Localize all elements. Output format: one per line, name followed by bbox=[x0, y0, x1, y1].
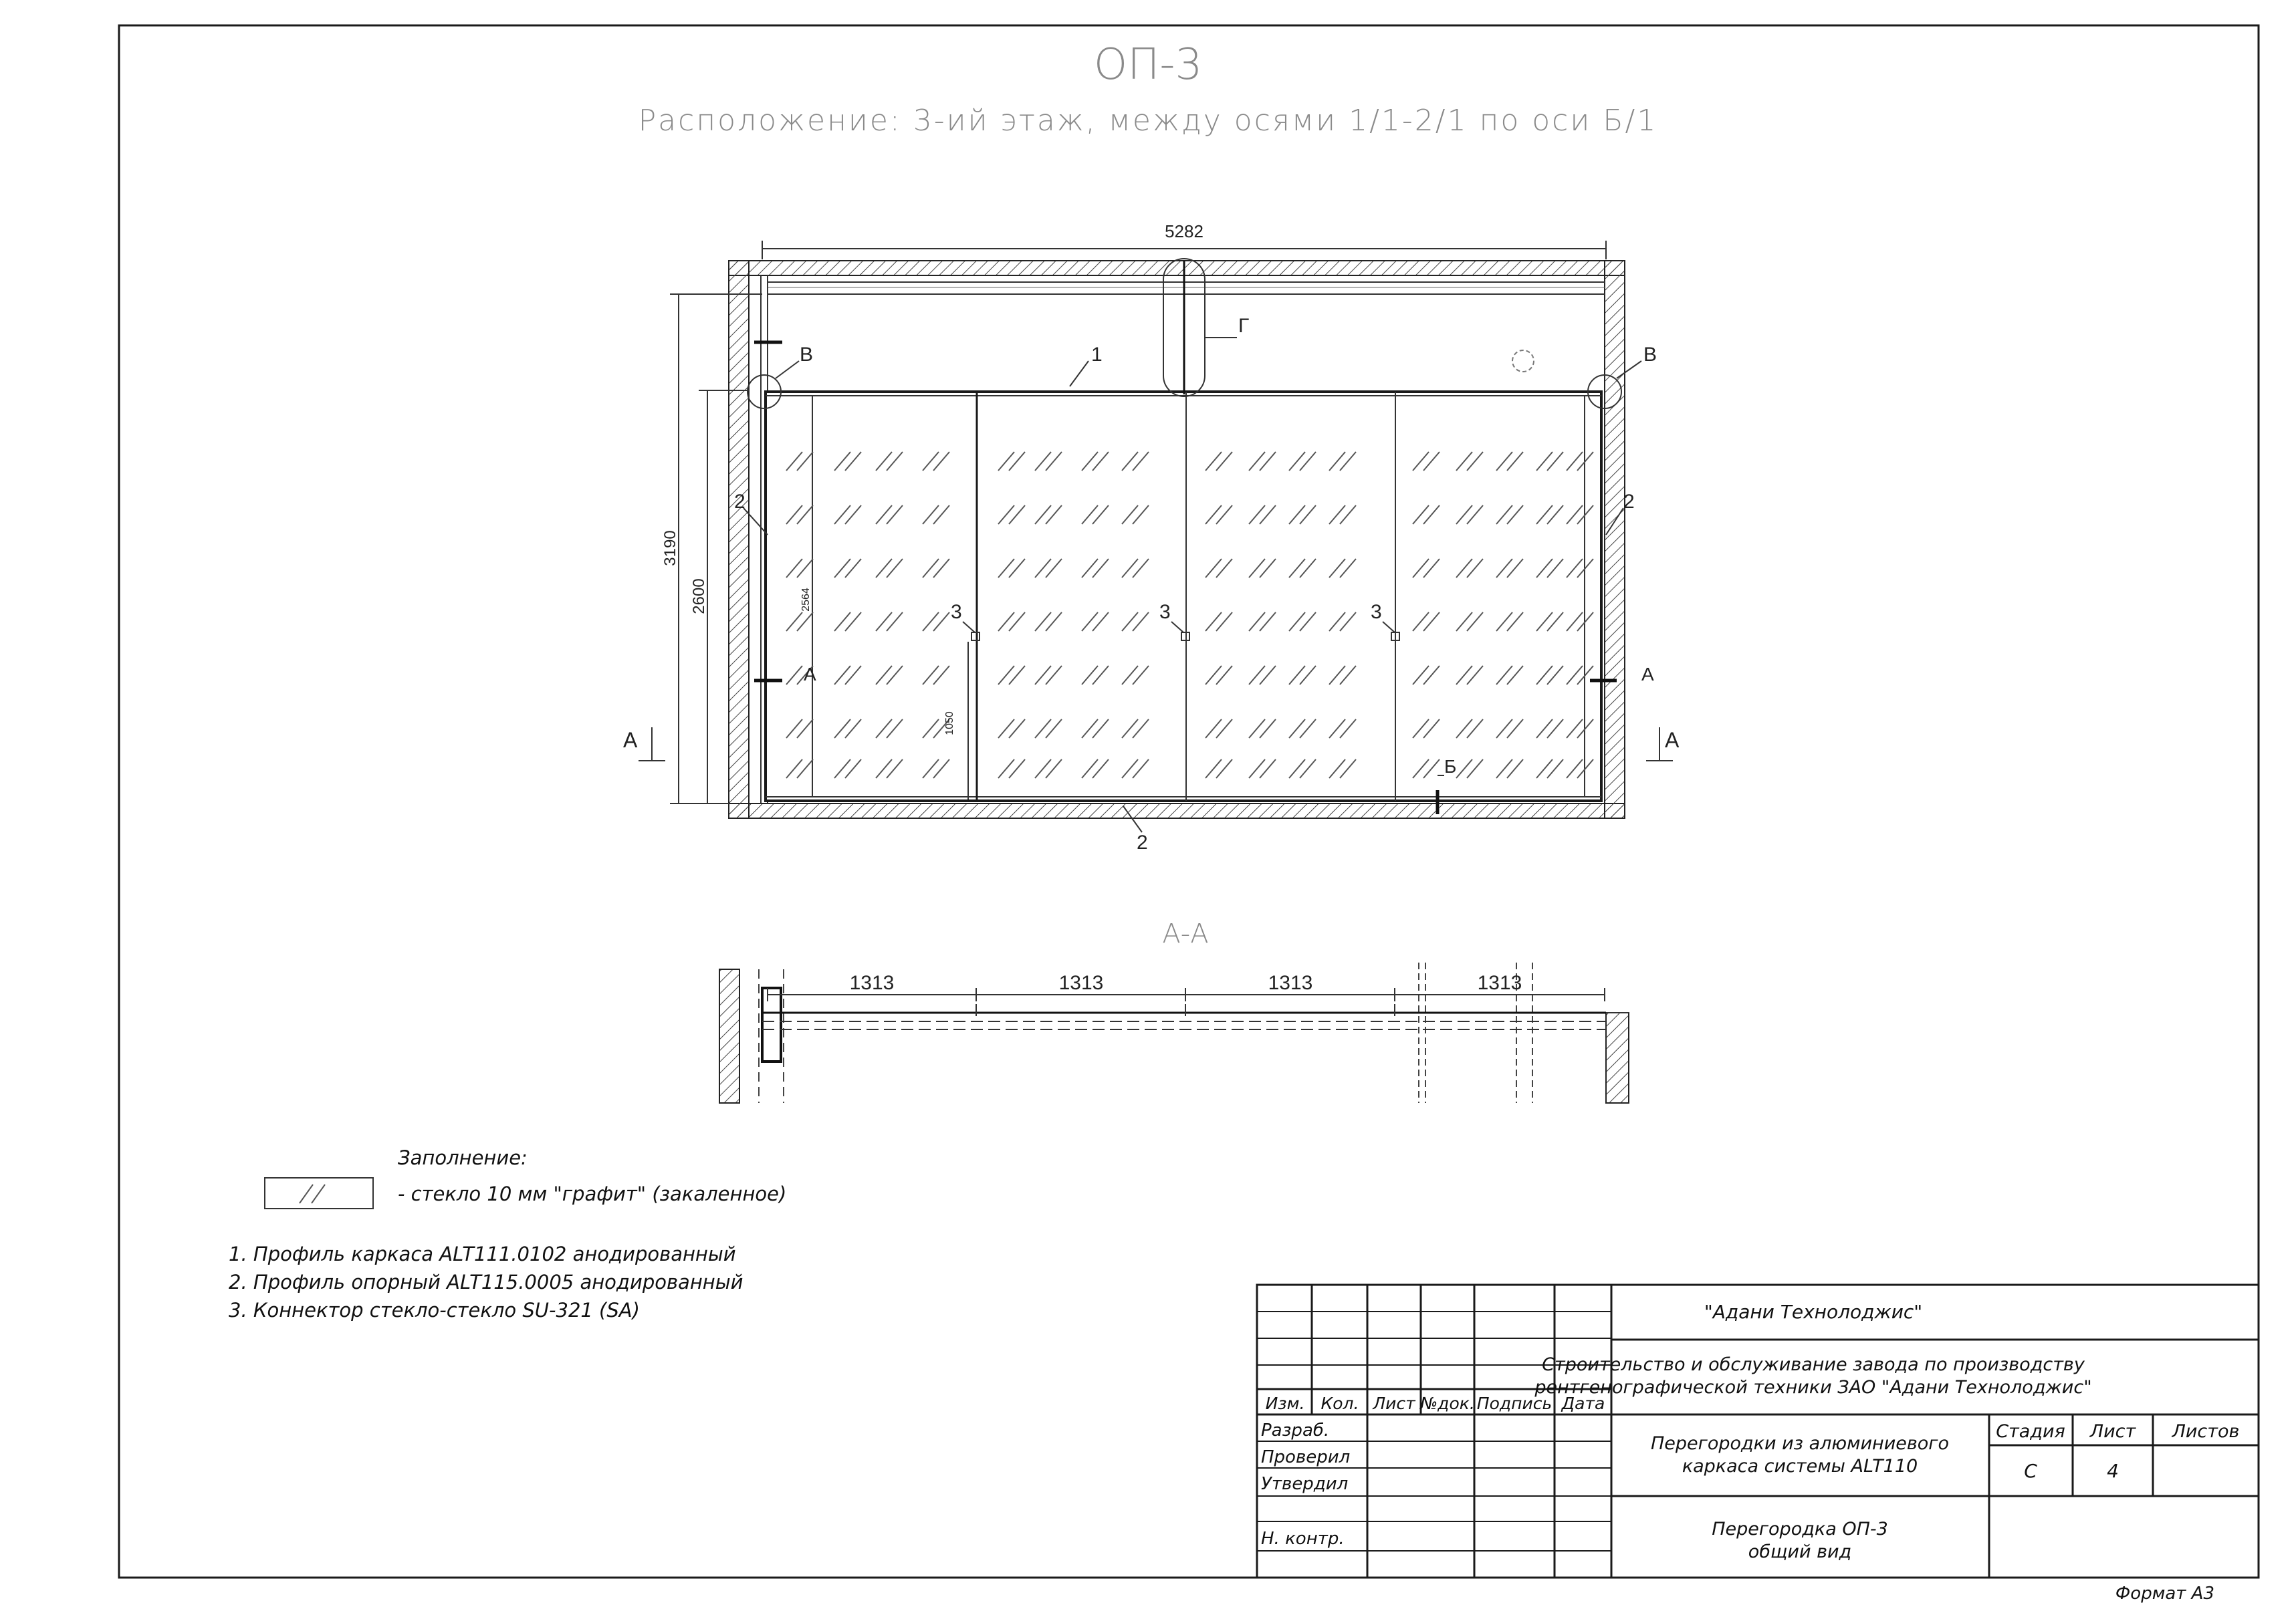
tb-stage-label: Стадия bbox=[1996, 1421, 2065, 1442]
tb-system-1: Перегородки из алюминиевого bbox=[1650, 1433, 1950, 1454]
legend-heading: Заполнение: bbox=[398, 1146, 528, 1169]
section-width-1: 1313 bbox=[849, 972, 895, 994]
section-width-3: 1313 bbox=[1268, 972, 1313, 994]
floor-slab bbox=[729, 804, 1625, 818]
dim-glass-height: 2564 bbox=[800, 588, 812, 612]
section-right-wall bbox=[1606, 1013, 1629, 1103]
section-label: А-А bbox=[1162, 918, 1209, 949]
tb-sheet-value: 4 bbox=[2107, 1460, 2119, 1482]
callout-a-left: А bbox=[804, 664, 816, 685]
callout-2-left: 2 bbox=[734, 491, 745, 513]
drawing-title: ОП-3 bbox=[1093, 40, 1203, 90]
callout-3b: 3 bbox=[1159, 601, 1171, 623]
section-width-4: 1313 bbox=[1477, 972, 1522, 994]
left-wall bbox=[729, 261, 749, 818]
ceiling-slab bbox=[729, 261, 1625, 275]
tb-project-1: Строительство и обслуживание завода по производству bbox=[1542, 1354, 2085, 1375]
dim-overall-width: 5282 bbox=[1165, 221, 1203, 241]
tb-sheet-title-1: Перегородка ОП-3 bbox=[1712, 1519, 1888, 1539]
col-date: Дата bbox=[1561, 1394, 1605, 1413]
callout-v-left: В bbox=[800, 344, 814, 366]
section-marker-left: А bbox=[623, 728, 638, 752]
col-izm: Изм. bbox=[1265, 1394, 1305, 1413]
legend bbox=[229, 1146, 786, 1322]
dim-frame-height: 2600 bbox=[690, 578, 708, 614]
callout-v-right: В bbox=[1643, 344, 1657, 366]
col-kol: Кол. bbox=[1321, 1394, 1359, 1413]
callout-1: 1 bbox=[1091, 344, 1103, 366]
title-block-text bbox=[1261, 1301, 2239, 1604]
tb-sheets-label: Листов bbox=[2172, 1421, 2240, 1442]
dim-connector-height: 1050 bbox=[944, 711, 955, 735]
callout-3a: 3 bbox=[951, 601, 962, 623]
section-width-2: 1313 bbox=[1058, 972, 1104, 994]
callout-3c: 3 bbox=[1371, 601, 1382, 623]
tb-system-2: каркаса системы ALT110 bbox=[1682, 1456, 1918, 1477]
callout-2-right: 2 bbox=[1623, 491, 1635, 513]
role-developer: Разраб. bbox=[1261, 1420, 1330, 1441]
role-norm-control: Н. контр. bbox=[1261, 1529, 1345, 1549]
note-2: 2. Профиль опорный ALT115.0005 анодированный bbox=[229, 1271, 743, 1293]
callout-a-right: А bbox=[1641, 664, 1654, 685]
callout-b: Б bbox=[1444, 756, 1457, 777]
col-doc: №док. bbox=[1420, 1394, 1475, 1413]
elevation-view bbox=[623, 221, 1680, 854]
note-1: 1. Профиль каркаса ALT111.0102 анодированный bbox=[229, 1243, 736, 1265]
role-checked: Проверил bbox=[1261, 1447, 1351, 1467]
tb-company: "Адани Технолоджис" bbox=[1704, 1301, 1923, 1323]
tb-project-2: рентгенографической техники ЗАО "Адани Технолоджис" bbox=[1534, 1377, 2092, 1398]
col-sign: Подпись bbox=[1476, 1394, 1553, 1413]
dim-overall-height: 3190 bbox=[661, 530, 679, 566]
role-approved: Утвердил bbox=[1261, 1474, 1349, 1494]
right-wall bbox=[1605, 261, 1625, 818]
format-label: Формат А3 bbox=[2115, 1584, 2214, 1604]
section-marker-right: А bbox=[1665, 728, 1680, 752]
note-3: 3. Коннектор стекло-стекло SU-321 (SA) bbox=[229, 1299, 640, 1322]
section-view bbox=[719, 918, 1629, 1103]
tb-sheet-title-2: общий вид bbox=[1748, 1541, 1852, 1562]
tb-sheet-label: Лист bbox=[2089, 1421, 2136, 1442]
callout-g: Г bbox=[1238, 315, 1250, 337]
section-left-wall bbox=[719, 969, 739, 1103]
callout-2-bottom: 2 bbox=[1137, 832, 1148, 854]
tb-stage-value: С bbox=[2024, 1460, 2037, 1482]
col-list: Лист bbox=[1373, 1394, 1415, 1413]
drawing-subtitle: Расположение: 3-ий этаж, между осями 1/1-2/1 по оси Б/1 bbox=[638, 104, 1658, 138]
legend-glass-label: - стекло 10 мм "графит" (закаленное) bbox=[398, 1183, 787, 1205]
